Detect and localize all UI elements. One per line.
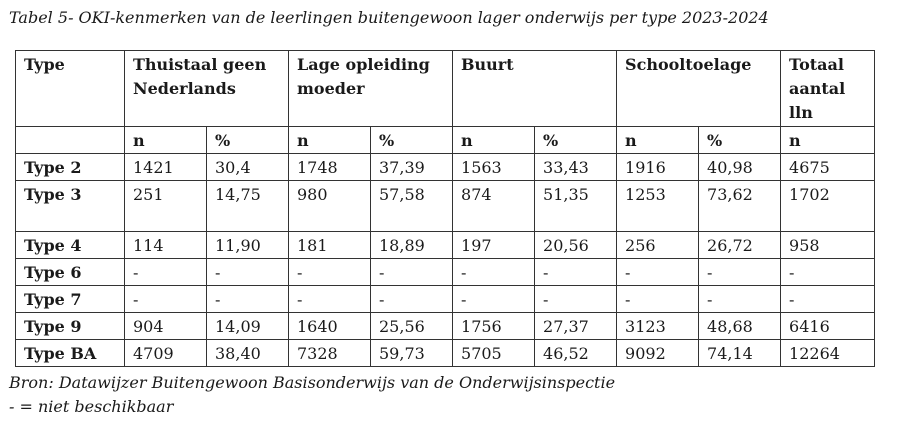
table-cell: 30,4 bbox=[207, 154, 289, 181]
table-cell: 6416 bbox=[781, 313, 875, 340]
table-row bbox=[16, 259, 875, 286]
table-cell: 980 bbox=[289, 181, 371, 232]
subheader-row bbox=[16, 127, 875, 154]
table-cell: 59,73 bbox=[371, 340, 453, 367]
subheader-cell: % bbox=[699, 127, 781, 154]
row-label: Type BA bbox=[16, 340, 125, 367]
table-cell: - bbox=[617, 286, 699, 313]
subheader-cell: n bbox=[453, 127, 535, 154]
table-cell: - bbox=[289, 259, 371, 286]
table-cell: 46,52 bbox=[535, 340, 617, 367]
table-row bbox=[16, 313, 875, 340]
row-label: Type 6 bbox=[16, 259, 125, 286]
table-cell: 4675 bbox=[781, 154, 875, 181]
table-cell: 25,56 bbox=[371, 313, 453, 340]
subheader-cell: n bbox=[781, 127, 875, 154]
table-cell: 18,89 bbox=[371, 232, 453, 259]
header-buurt: Buurt bbox=[453, 51, 617, 127]
header-lage-opleiding: Lage opleiding moeder bbox=[289, 51, 453, 127]
table-cell: 51,35 bbox=[535, 181, 617, 232]
subheader-cell: n bbox=[289, 127, 371, 154]
header-totaal: Totaal aantal lln bbox=[781, 51, 875, 127]
table-cell: 57,58 bbox=[371, 181, 453, 232]
subheader-cell: n bbox=[617, 127, 699, 154]
table-row bbox=[16, 340, 875, 367]
table-cell: 14,75 bbox=[207, 181, 289, 232]
table-row bbox=[16, 154, 875, 181]
subheader-cell: % bbox=[371, 127, 453, 154]
table-row bbox=[16, 181, 875, 232]
table-cell: 1563 bbox=[453, 154, 535, 181]
subheader-cell: % bbox=[207, 127, 289, 154]
table-cell: 1640 bbox=[289, 313, 371, 340]
table-cell: 181 bbox=[289, 232, 371, 259]
subheader-cell bbox=[16, 127, 125, 154]
table-cell: 256 bbox=[617, 232, 699, 259]
header-thuistaal: Thuistaal geen Nederlands bbox=[125, 51, 289, 127]
table-cell: 33,43 bbox=[535, 154, 617, 181]
source-note: Bron: Datawijzer Buitengewoon Basisonderwijs van de Onderwijsinspectie bbox=[9, 373, 616, 392]
table-cell: - bbox=[617, 259, 699, 286]
table-cell: 7328 bbox=[289, 340, 371, 367]
table-cell: 37,39 bbox=[371, 154, 453, 181]
table-cell: 48,68 bbox=[699, 313, 781, 340]
oki-table bbox=[15, 50, 875, 367]
table-cell: 38,40 bbox=[207, 340, 289, 367]
table-cell: - bbox=[125, 286, 207, 313]
table-caption: Tabel 5- OKI-kenmerken van de leerlingen buitengewoon lager onderwijs per type 2023-2024 bbox=[9, 8, 769, 27]
table-cell: - bbox=[535, 259, 617, 286]
table-cell: 1756 bbox=[453, 313, 535, 340]
table-cell: 5705 bbox=[453, 340, 535, 367]
row-label: Type 3 bbox=[16, 181, 125, 232]
table-cell: - bbox=[535, 286, 617, 313]
table-row bbox=[16, 232, 875, 259]
table-row bbox=[16, 286, 875, 313]
subheader-cell: % bbox=[535, 127, 617, 154]
table-cell: - bbox=[453, 286, 535, 313]
table-cell: 12264 bbox=[781, 340, 875, 367]
row-label: Type 9 bbox=[16, 313, 125, 340]
row-label: Type 7 bbox=[16, 286, 125, 313]
table-cell: - bbox=[699, 286, 781, 313]
table-cell: 1748 bbox=[289, 154, 371, 181]
table-cell: - bbox=[781, 259, 875, 286]
table-cell: 11,90 bbox=[207, 232, 289, 259]
table-cell: 14,09 bbox=[207, 313, 289, 340]
table-body bbox=[16, 154, 875, 367]
table-cell: 3123 bbox=[617, 313, 699, 340]
header-type: Type bbox=[16, 51, 125, 127]
table-cell: 9092 bbox=[617, 340, 699, 367]
subheader-cell: n bbox=[125, 127, 207, 154]
table-cell: 26,72 bbox=[699, 232, 781, 259]
table-cell: 20,56 bbox=[535, 232, 617, 259]
header-row bbox=[16, 51, 875, 127]
legend-note: - = niet beschikbaar bbox=[9, 397, 174, 416]
table-cell: - bbox=[207, 286, 289, 313]
table-cell: 251 bbox=[125, 181, 207, 232]
table-cell: - bbox=[699, 259, 781, 286]
table-cell: 1702 bbox=[781, 181, 875, 232]
table-cell: 958 bbox=[781, 232, 875, 259]
table-cell: 1421 bbox=[125, 154, 207, 181]
row-label: Type 4 bbox=[16, 232, 125, 259]
table-cell: - bbox=[781, 286, 875, 313]
table-cell: 197 bbox=[453, 232, 535, 259]
table-cell: - bbox=[371, 286, 453, 313]
table-cell: 904 bbox=[125, 313, 207, 340]
table-cell: 74,14 bbox=[699, 340, 781, 367]
table-cell: 27,37 bbox=[535, 313, 617, 340]
table-cell: 40,98 bbox=[699, 154, 781, 181]
table-cell: - bbox=[453, 259, 535, 286]
table-cell: 1916 bbox=[617, 154, 699, 181]
table-cell: 874 bbox=[453, 181, 535, 232]
table-cell: - bbox=[207, 259, 289, 286]
table-cell: - bbox=[371, 259, 453, 286]
header-schooltoelage: Schooltoelage bbox=[617, 51, 781, 127]
table-cell: 4709 bbox=[125, 340, 207, 367]
table-cell: 73,62 bbox=[699, 181, 781, 232]
table-cell: 114 bbox=[125, 232, 207, 259]
row-label: Type 2 bbox=[16, 154, 125, 181]
table-cell: - bbox=[289, 286, 371, 313]
table-cell: 1253 bbox=[617, 181, 699, 232]
table-cell: - bbox=[125, 259, 207, 286]
